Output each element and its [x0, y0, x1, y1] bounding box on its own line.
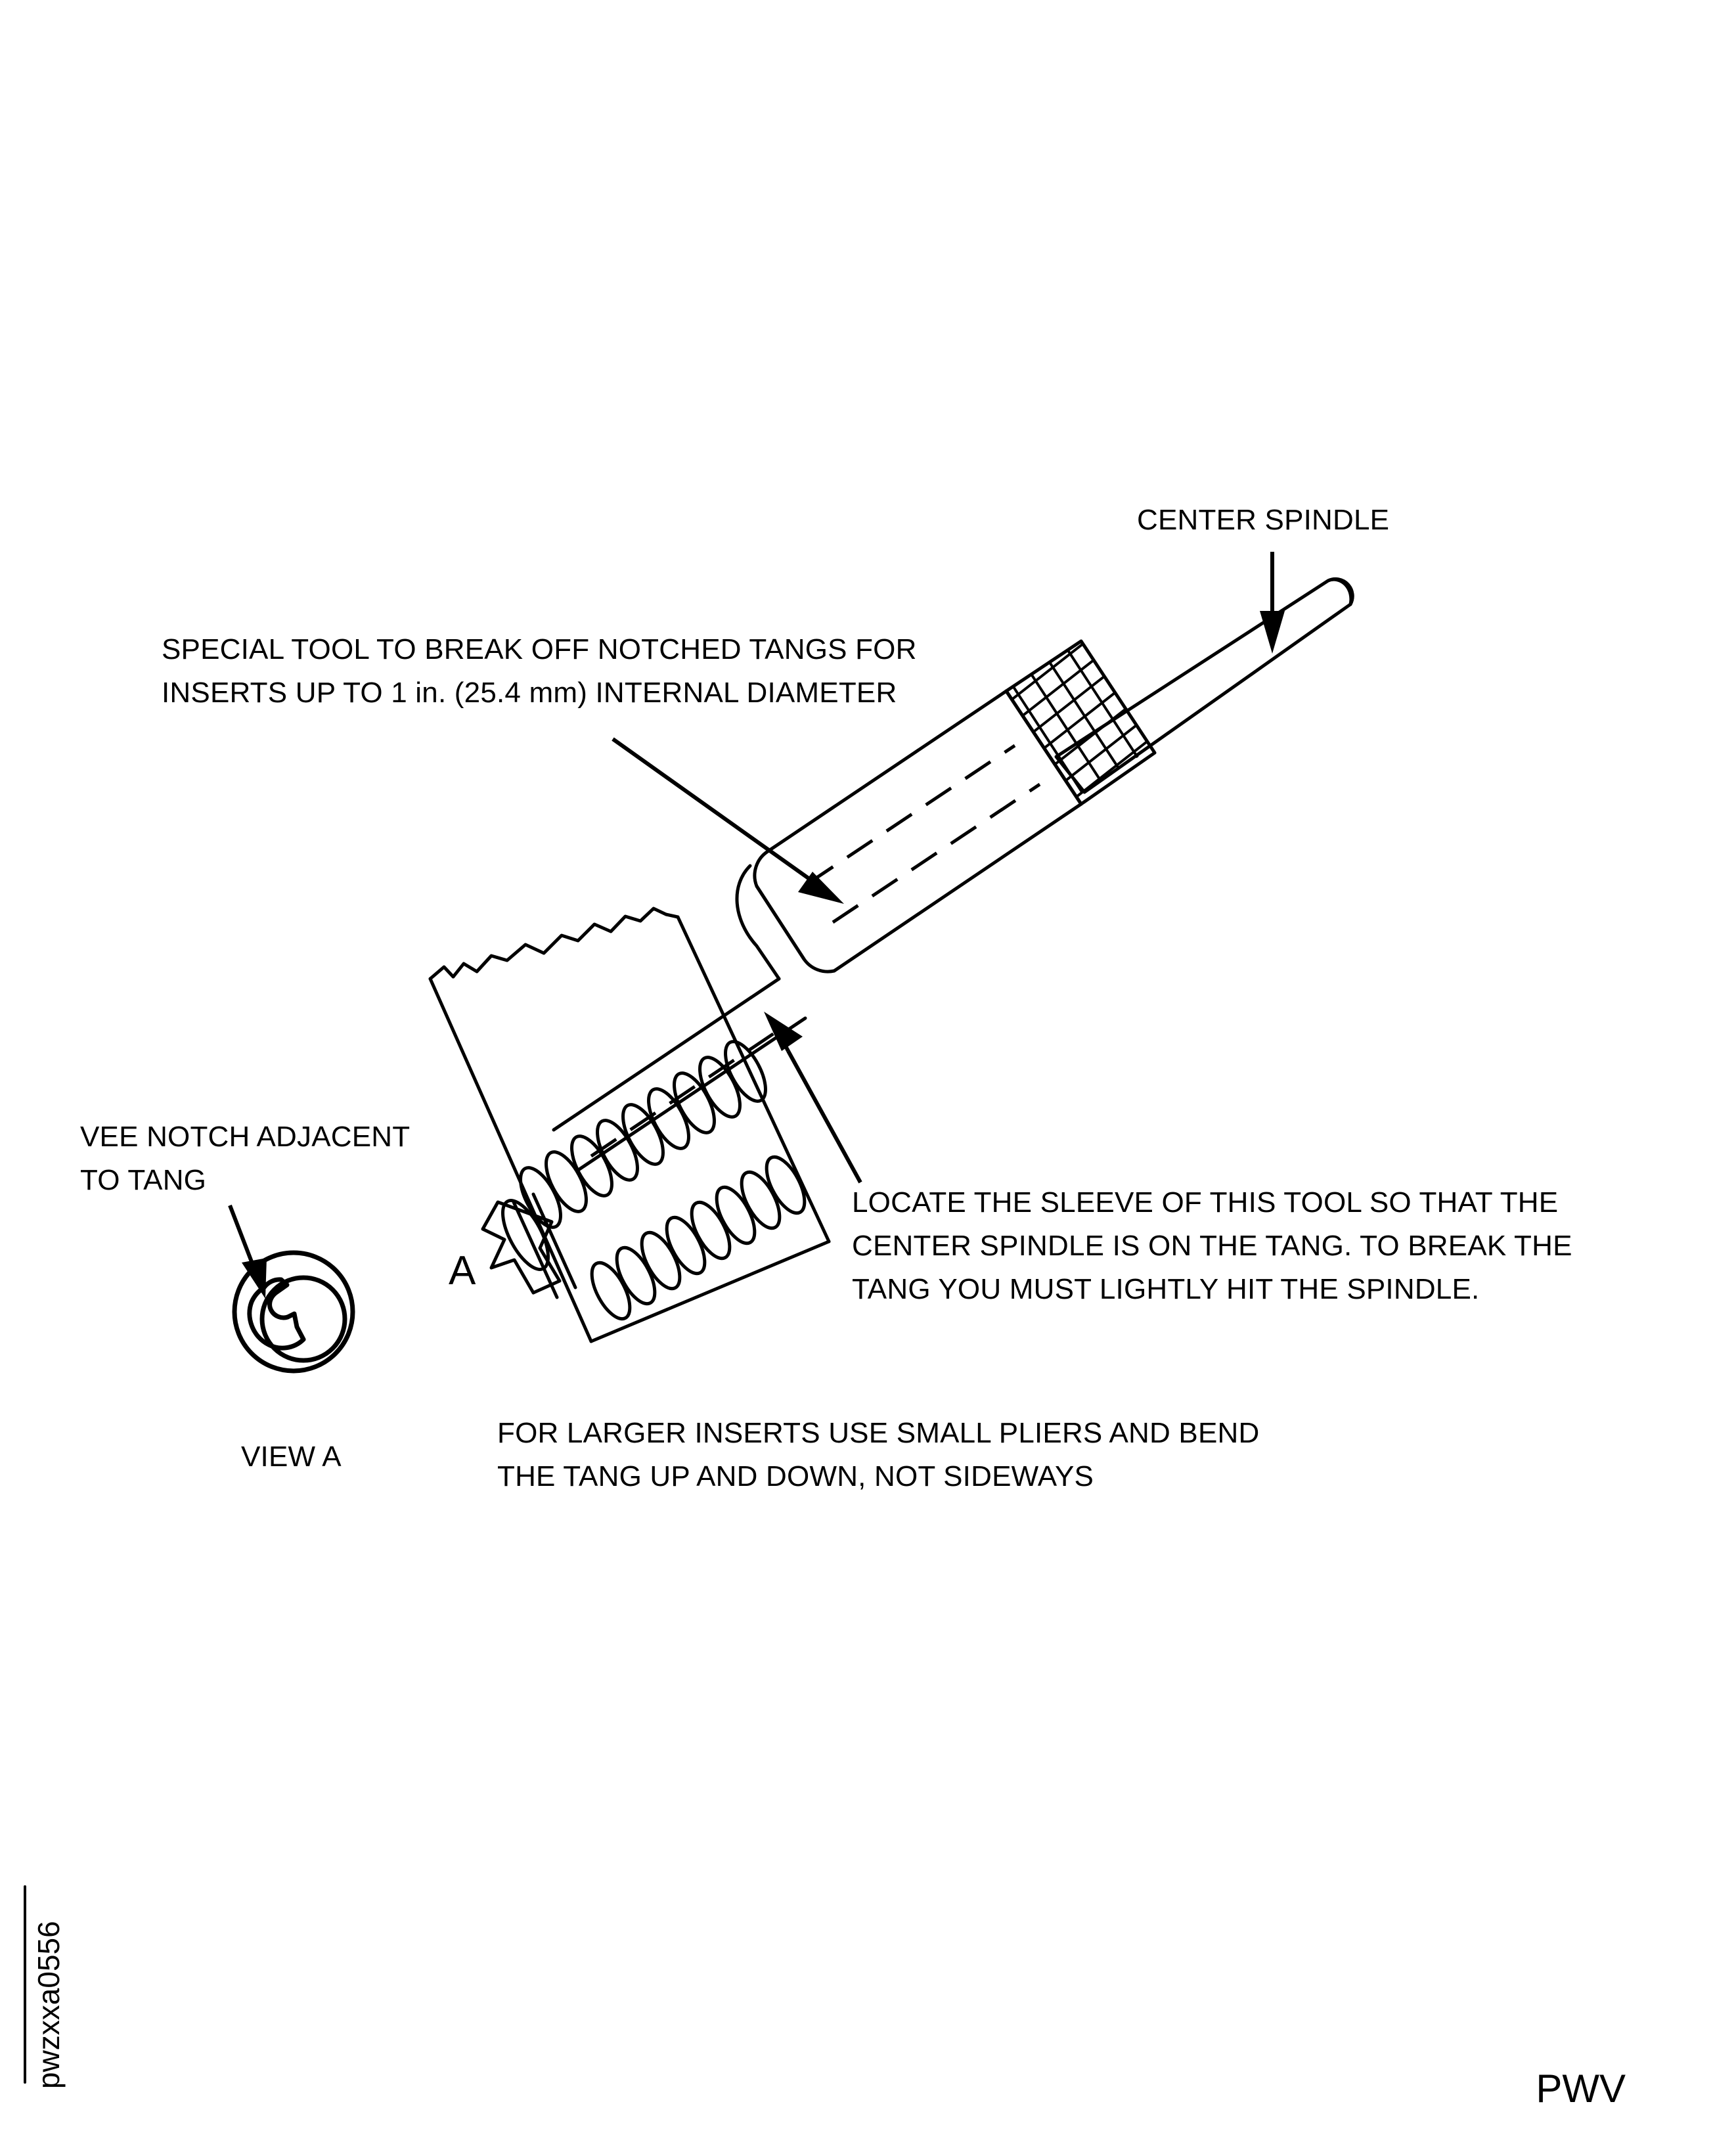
view-a-caption: VIEW A	[241, 1441, 342, 1473]
coil-lower-row	[584, 1152, 812, 1325]
leader-vee-notch	[230, 1205, 267, 1299]
spindle-nose-edge-lower	[579, 1018, 805, 1169]
view-a-detail	[234, 1253, 353, 1371]
sheet-code-text: pwzxxa0556	[32, 1921, 66, 2089]
section-arrow-letter: A	[449, 1248, 476, 1293]
tool-sleeve	[737, 691, 1081, 979]
callout-special-tool-line1: SPECIAL TOOL TO BREAK OFF NOTCHED TANGS FOR	[162, 633, 917, 665]
callout-center-spindle-label: CENTER SPINDLE	[1137, 504, 1390, 536]
note-larger-inserts-line1: FOR LARGER INSERTS USE SMALL PLIERS AND BEND	[497, 1417, 1260, 1449]
page-marker-text: PWV	[1536, 2067, 1626, 2111]
leader-center-spindle	[1260, 552, 1285, 654]
parent-material-block	[430, 908, 829, 1341]
break-line-top	[430, 908, 678, 979]
sleeve-outline	[755, 691, 1081, 972]
callout-locate-sleeve-line2: CENTER SPINDLE IS ON THE TANG. TO BREAK THE	[852, 1230, 1572, 1262]
callout-vee-notch-line2: TO TANG	[80, 1164, 207, 1196]
view-a-tang-spiral	[250, 1280, 303, 1348]
callout-locate-sleeve-line3: TANG YOU MUST LIGHTLY HIT THE SPINDLE.	[852, 1273, 1480, 1305]
sheet-code-block	[25, 1887, 66, 2089]
center-spindle	[1056, 579, 1352, 792]
hidden-bore-line-upper	[808, 746, 1015, 884]
leader-special-tool	[613, 739, 844, 904]
sleeve-nose-flange	[737, 866, 779, 979]
spindle-nose-edge-upper	[554, 979, 779, 1130]
spindle-body	[1056, 579, 1352, 792]
note-larger-inserts-line2: THE TANG UP AND DOWN, NOT SIDEWAYS	[497, 1460, 1094, 1492]
callout-special-tool-line2: INSERTS UP TO 1 in. (25.4 mm) INTERNAL DIAMETER	[162, 677, 897, 709]
callout-vee-notch-line1: VEE NOTCH ADJACENT	[80, 1121, 411, 1153]
callout-locate-sleeve-line1: LOCATE THE SLEEVE OF THIS TOOL SO THAT THE	[852, 1186, 1559, 1219]
